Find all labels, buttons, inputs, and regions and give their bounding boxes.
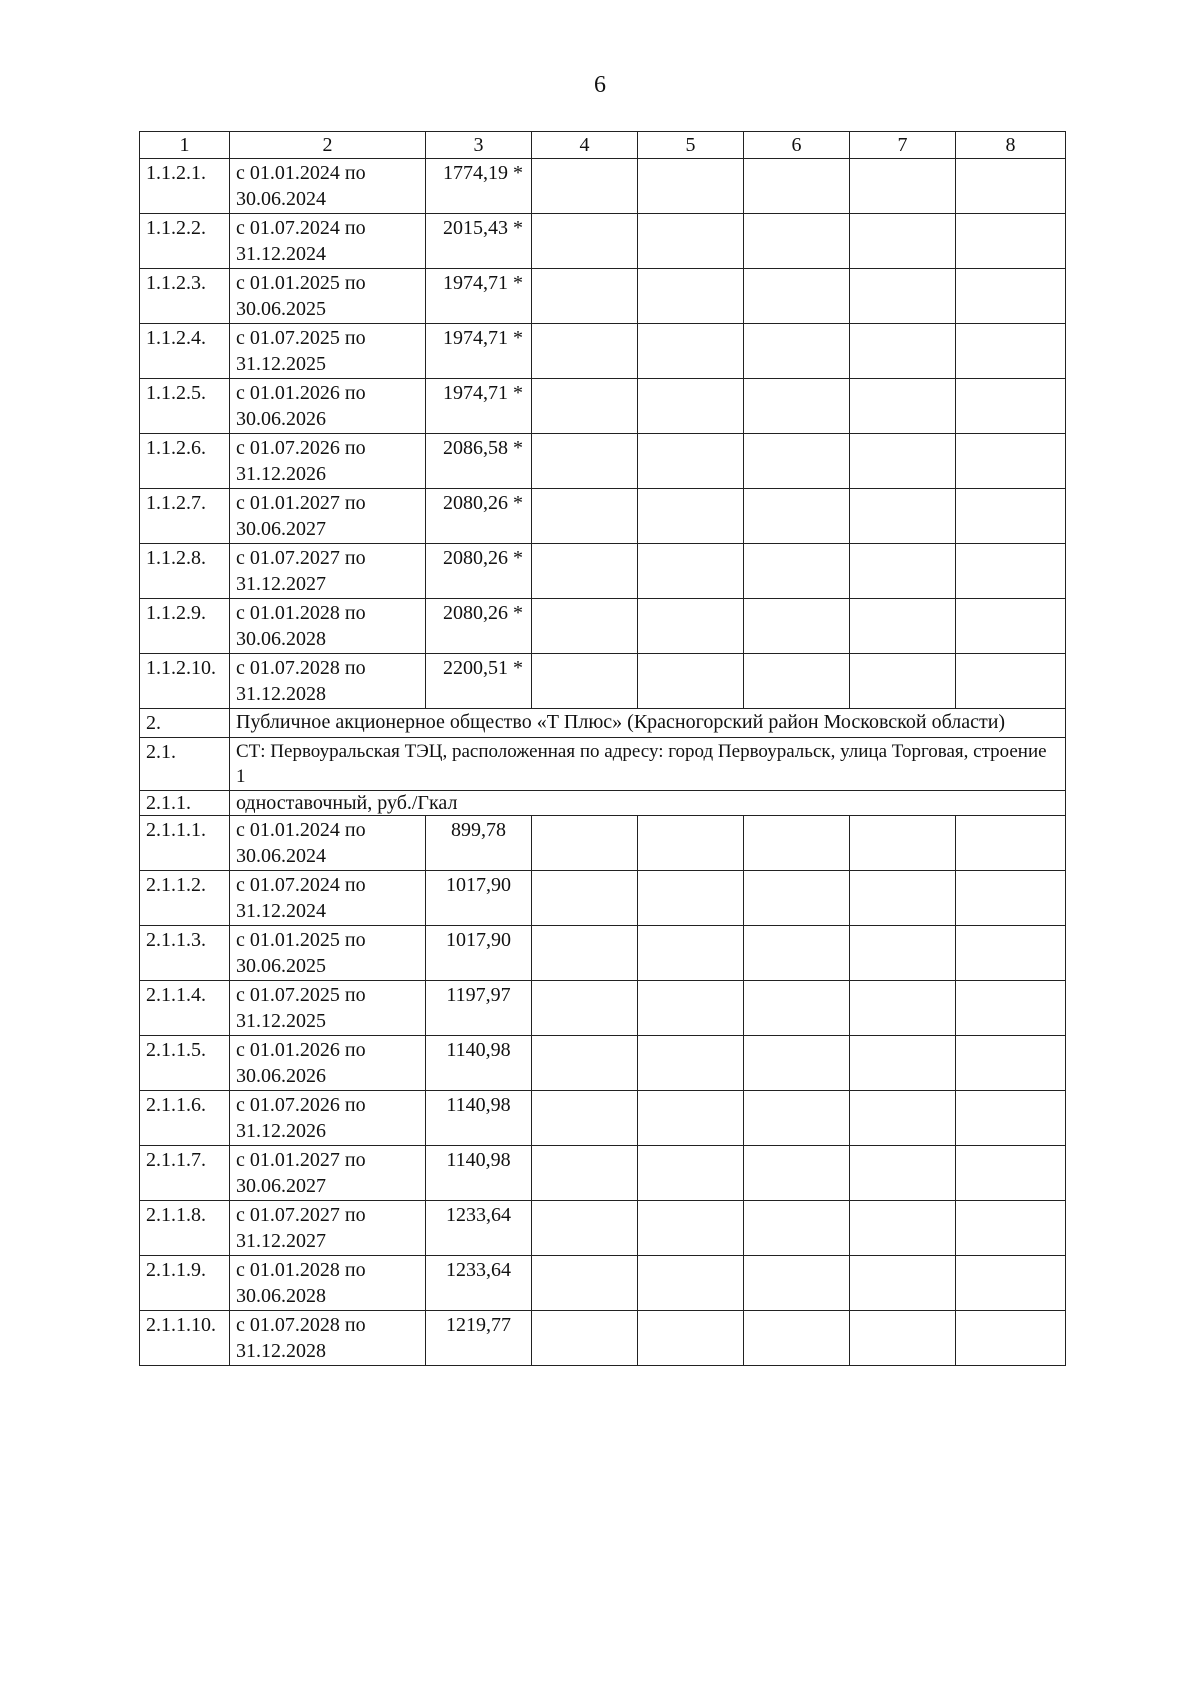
row-number: 2.1.1.3. [140,926,230,981]
empty-cell [744,926,850,981]
period-end: 30.06.2025 [236,298,326,320]
table-row [140,379,1066,434]
empty-cell [956,1091,1066,1146]
tariff-value: 1974,71 * [426,324,532,379]
empty-cell [850,926,956,981]
period-end: 31.12.2026 [236,1120,326,1142]
empty-cell [744,434,850,489]
period-end: 31.12.2028 [236,1340,326,1362]
period-end: 31.12.2025 [236,1010,326,1032]
station-row [140,738,1066,791]
empty-cell [638,544,744,599]
empty-cell [956,544,1066,599]
tariff-value: 1219,77 [426,1311,532,1366]
row-number: 2.1.1.8. [140,1201,230,1256]
empty-cell [956,159,1066,214]
empty-cell [532,1201,638,1256]
empty-cell [638,489,744,544]
empty-cell [956,1036,1066,1091]
empty-cell [638,599,744,654]
tariff-value: 2200,51 * [426,654,532,709]
empty-cell [532,324,638,379]
empty-cell [744,1256,850,1311]
row-number: 2.1.1.9. [140,1256,230,1311]
period-start: с 01.01.2027 по [236,492,366,514]
empty-cell [956,1311,1066,1366]
empty-cell [956,654,1066,709]
column-header: 8 [956,132,1066,159]
tariff-value: 2015,43 * [426,214,532,269]
column-header: 1 [140,132,230,159]
table-row [140,214,1066,269]
row-number: 2. [140,709,230,738]
empty-cell [638,981,744,1036]
row-number: 2.1.1.10. [140,1311,230,1366]
empty-cell [744,871,850,926]
row-number: 1.1.2.5. [140,379,230,434]
table-row [140,1146,1066,1201]
empty-cell [638,816,744,871]
empty-cell [744,544,850,599]
table-row [140,926,1066,981]
row-number: 2.1.1.2. [140,871,230,926]
period-end: 30.06.2024 [236,188,326,210]
tariff-value: 1140,98 [426,1036,532,1091]
row-number: 2.1.1. [140,791,230,816]
period-end: 30.06.2027 [236,518,326,540]
empty-cell [532,379,638,434]
tariff-value: 2080,26 * [426,489,532,544]
empty-cell [850,544,956,599]
period-end: 30.06.2025 [236,955,326,977]
period-cell [230,981,426,1036]
empty-cell [850,1311,956,1366]
empty-cell [956,926,1066,981]
period-start: с 01.07.2027 по [236,1204,366,1226]
period-cell [230,379,426,434]
empty-cell [532,926,638,981]
empty-cell [638,269,744,324]
column-header: 6 [744,132,850,159]
empty-cell [956,1201,1066,1256]
row-number: 1.1.2.7. [140,489,230,544]
tariff-value: 1974,71 * [426,379,532,434]
empty-cell [956,599,1066,654]
row-number: 1.1.2.6. [140,434,230,489]
empty-cell [850,1256,956,1311]
empty-cell [956,379,1066,434]
station-description: СТ: Первоуральская ТЭЦ, расположенная по адресу: город Первоуральск, улица Торговая, строение 1 [230,738,1066,791]
empty-cell [850,1091,956,1146]
table-row [140,434,1066,489]
tariff-value: 1197,97 [426,981,532,1036]
period-start: с 01.07.2027 по [236,547,366,569]
empty-cell [638,214,744,269]
row-number: 1.1.2.2. [140,214,230,269]
tariff-value: 1017,90 [426,926,532,981]
period-end: 30.06.2026 [236,408,326,430]
empty-cell [744,1036,850,1091]
empty-cell [956,1256,1066,1311]
tariff-value: 2080,26 * [426,544,532,599]
period-cell [230,159,426,214]
table-row [140,871,1066,926]
empty-cell [532,1146,638,1201]
empty-cell [532,871,638,926]
table-row [140,654,1066,709]
empty-cell [532,599,638,654]
empty-cell [744,654,850,709]
empty-cell [850,434,956,489]
row-number: 2.1. [140,738,230,791]
period-start: с 01.07.2024 по [236,217,366,239]
empty-cell [638,871,744,926]
period-cell [230,324,426,379]
period-start: с 01.07.2025 по [236,984,366,1006]
empty-cell [532,816,638,871]
table-row [140,544,1066,599]
empty-cell [850,981,956,1036]
empty-cell [850,269,956,324]
empty-cell [744,599,850,654]
empty-cell [956,324,1066,379]
period-end: 31.12.2025 [236,353,326,375]
period-end: 31.12.2024 [236,243,326,265]
empty-cell [532,159,638,214]
empty-cell [744,159,850,214]
period-cell [230,1311,426,1366]
empty-cell [850,816,956,871]
period-cell [230,654,426,709]
tariff-value: 1140,98 [426,1146,532,1201]
row-number: 2.1.1.7. [140,1146,230,1201]
empty-cell [744,1311,850,1366]
table-header-row [140,132,1066,159]
empty-cell [956,434,1066,489]
period-end: 30.06.2028 [236,1285,326,1307]
empty-cell [850,489,956,544]
empty-cell [638,1036,744,1091]
row-number: 1.1.2.10. [140,654,230,709]
table-row [140,269,1066,324]
table-row [140,1256,1066,1311]
period-end: 30.06.2026 [236,1065,326,1087]
empty-cell [638,1256,744,1311]
period-cell [230,599,426,654]
empty-cell [532,214,638,269]
empty-cell [744,816,850,871]
empty-cell [850,214,956,269]
empty-cell [744,1201,850,1256]
period-start: с 01.01.2028 по [236,602,366,624]
table-row [140,159,1066,214]
period-cell [230,489,426,544]
period-cell [230,1091,426,1146]
period-start: с 01.07.2024 по [236,874,366,896]
empty-cell [638,926,744,981]
period-cell [230,1146,426,1201]
period-cell [230,269,426,324]
period-cell [230,926,426,981]
empty-cell [532,269,638,324]
empty-cell [850,379,956,434]
empty-cell [744,269,850,324]
row-number: 1.1.2.1. [140,159,230,214]
empty-cell [744,981,850,1036]
tariff-value: 1017,90 [426,871,532,926]
period-cell [230,871,426,926]
period-end: 31.12.2026 [236,463,326,485]
row-number: 1.1.2.8. [140,544,230,599]
period-start: с 01.01.2026 по [236,1039,366,1061]
column-header: 7 [850,132,956,159]
tariff-value: 899,78 [426,816,532,871]
tariff-value: 1774,19 * [426,159,532,214]
row-number: 2.1.1.4. [140,981,230,1036]
row-number: 1.1.2.3. [140,269,230,324]
empty-cell [850,159,956,214]
period-cell [230,1201,426,1256]
empty-cell [850,1146,956,1201]
column-header: 4 [532,132,638,159]
table-row [140,1311,1066,1366]
page-number: 6 [594,72,606,98]
period-start: с 01.07.2028 по [236,1314,366,1336]
table-row [140,1091,1066,1146]
empty-cell [638,654,744,709]
period-start: с 01.07.2028 по [236,657,366,679]
empty-cell [638,324,744,379]
row-number: 2.1.1.5. [140,1036,230,1091]
empty-cell [850,324,956,379]
empty-cell [744,379,850,434]
period-start: с 01.01.2027 по [236,1149,366,1171]
period-end: 31.12.2027 [236,1230,326,1252]
empty-cell [638,159,744,214]
empty-cell [744,489,850,544]
empty-cell [956,269,1066,324]
empty-cell [956,816,1066,871]
period-start: с 01.01.2025 по [236,929,366,951]
empty-cell [850,871,956,926]
table-row [140,324,1066,379]
empty-cell [744,1146,850,1201]
period-end: 30.06.2024 [236,845,326,867]
empty-cell [956,214,1066,269]
row-number: 2.1.1.6. [140,1091,230,1146]
empty-cell [638,1311,744,1366]
empty-cell [532,434,638,489]
column-header: 3 [426,132,532,159]
empty-cell [532,544,638,599]
period-end: 30.06.2027 [236,1175,326,1197]
tariff-value: 1974,71 * [426,269,532,324]
table-row [140,489,1066,544]
tariff-type-row [140,791,1066,816]
tariff-value: 2080,26 * [426,599,532,654]
tariff-type-label: одноставочный, руб./Гкал [230,791,1066,816]
empty-cell [956,871,1066,926]
table-row [140,1036,1066,1091]
organization-name: Публичное акционерное общество «Т Плюс» (Красногорский район Московской области) [230,709,1066,738]
empty-cell [532,489,638,544]
empty-cell [532,1036,638,1091]
period-start: с 01.07.2026 по [236,1094,366,1116]
period-end: 31.12.2028 [236,683,326,705]
column-header: 5 [638,132,744,159]
empty-cell [532,1256,638,1311]
period-cell [230,544,426,599]
period-start: с 01.01.2028 по [236,1259,366,1281]
period-cell [230,434,426,489]
period-start: с 01.01.2026 по [236,382,366,404]
period-start: с 01.01.2025 по [236,272,366,294]
empty-cell [956,981,1066,1036]
tariff-value: 2086,58 * [426,434,532,489]
tariff-value: 1140,98 [426,1091,532,1146]
row-number: 1.1.2.4. [140,324,230,379]
row-number: 2.1.1.1. [140,816,230,871]
period-cell [230,816,426,871]
empty-cell [850,1201,956,1256]
period-cell [230,1036,426,1091]
table-row [140,981,1066,1036]
empty-cell [956,1146,1066,1201]
column-header: 2 [230,132,426,159]
empty-cell [532,654,638,709]
period-start: с 01.01.2024 по [236,819,366,841]
period-end: 31.12.2027 [236,573,326,595]
period-start: с 01.07.2026 по [236,437,366,459]
period-cell [230,1256,426,1311]
period-end: 30.06.2028 [236,628,326,650]
empty-cell [956,489,1066,544]
empty-cell [638,1201,744,1256]
empty-cell [638,1146,744,1201]
empty-cell [638,434,744,489]
empty-cell [638,1091,744,1146]
empty-cell [850,1036,956,1091]
empty-cell [744,324,850,379]
empty-cell [532,1311,638,1366]
period-start: с 01.01.2024 по [236,162,366,184]
empty-cell [850,654,956,709]
empty-cell [638,379,744,434]
table-row [140,1201,1066,1256]
tariff-value: 1233,64 [426,1256,532,1311]
tariff-value: 1233,64 [426,1201,532,1256]
tariff-table [139,131,1066,1366]
empty-cell [744,214,850,269]
empty-cell [532,1091,638,1146]
empty-cell [850,599,956,654]
table-row [140,816,1066,871]
empty-cell [744,1091,850,1146]
empty-cell [532,981,638,1036]
organization-row [140,709,1066,738]
period-cell [230,214,426,269]
period-end: 31.12.2024 [236,900,326,922]
table-row [140,599,1066,654]
row-number: 1.1.2.9. [140,599,230,654]
period-start: с 01.07.2025 по [236,327,366,349]
